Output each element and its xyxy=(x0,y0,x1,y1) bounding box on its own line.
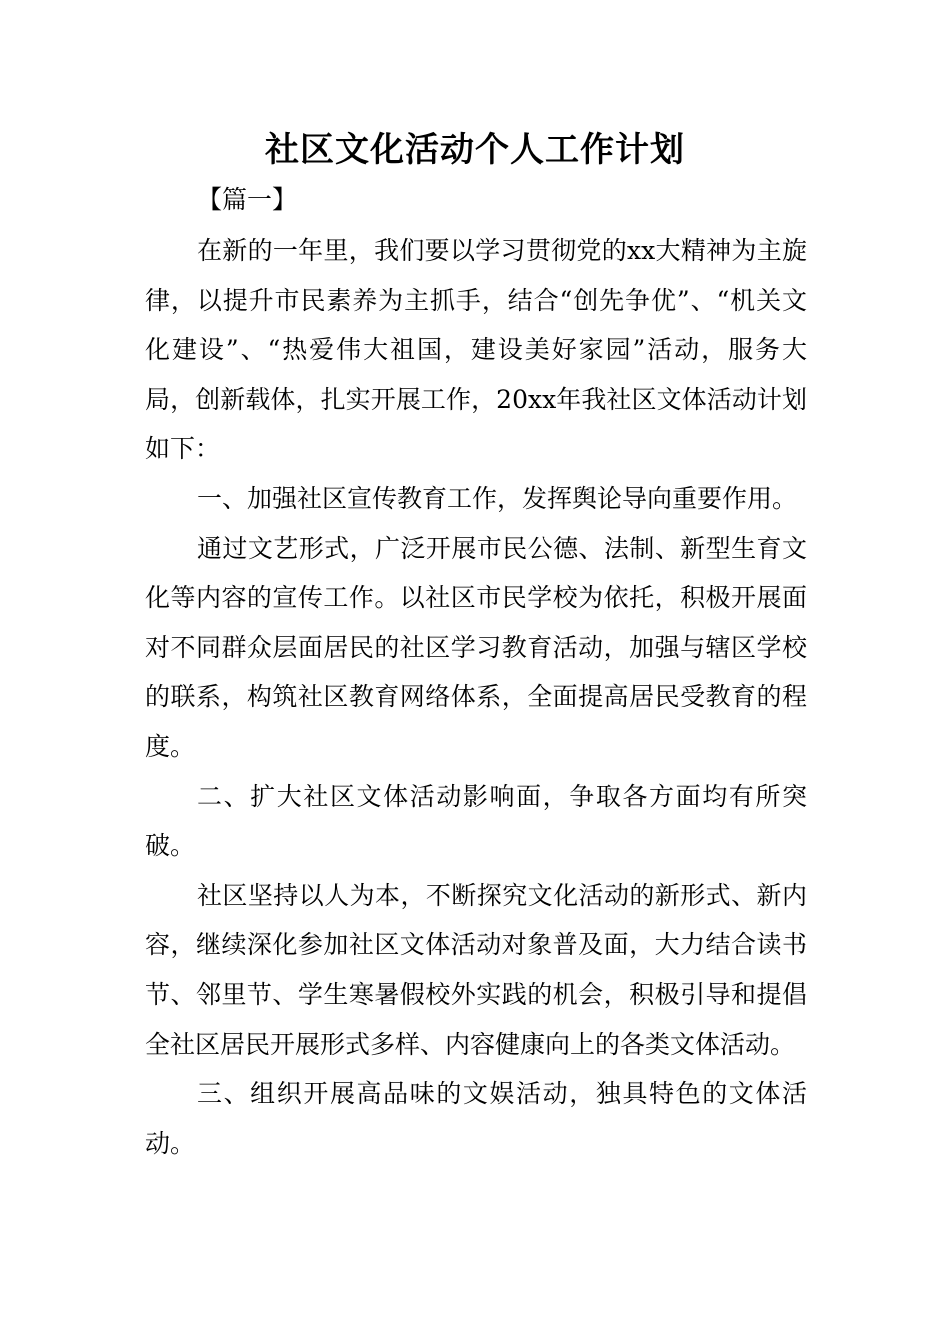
document-title: 社区文化活动个人工作计划 xyxy=(265,130,685,170)
paragraph-body-1: 通过文艺形式，广泛开展市民公德、法制、新型生育文化等内容的宣传工作。以社区市民学校为依托，积极开展面对不同群众层面居民的社区学习教育活动，加强与辖区学校的联系，构筑社区教育网络体系，全面提高居民受教育的程度。 xyxy=(145,533,807,761)
paragraph-intro: 在新的一年里，我们要以学习贯彻党的xx大精神为主旋律，以提升市民素养为主抓手，结合“创先争优”、“机关文化建设”、“热爱伟大祖国，建设美好家园”活动，服务大局，创新载体，扎实开展工作，20xx年我社区文体活动计划如下： xyxy=(145,236,807,464)
paragraph-heading-3: 三、组织开展高品味的文娱活动，独具特色的文体活动。 xyxy=(145,1079,807,1158)
section-label: 【篇一】 xyxy=(197,185,298,214)
document-body xyxy=(145,226,807,1168)
paragraph-heading-2: 二、扩大社区文体活动影响面，争取各方面均有所突破。 xyxy=(145,781,807,861)
paragraph-heading-1: 一、加强社区宣传教育工作，发挥舆论导向重要作用。 xyxy=(197,483,798,513)
paragraph-body-2: 社区坚持以人为本，不断探究文化活动的新形式、新内容，继续深化参加社区文体活动对象普及面，大力结合读书节、邻里节、学生寒暑假校外实践的机会，积极引导和提倡全社区居民开展形式多样、内容健康向上的各类文体活动。 xyxy=(145,880,807,1059)
